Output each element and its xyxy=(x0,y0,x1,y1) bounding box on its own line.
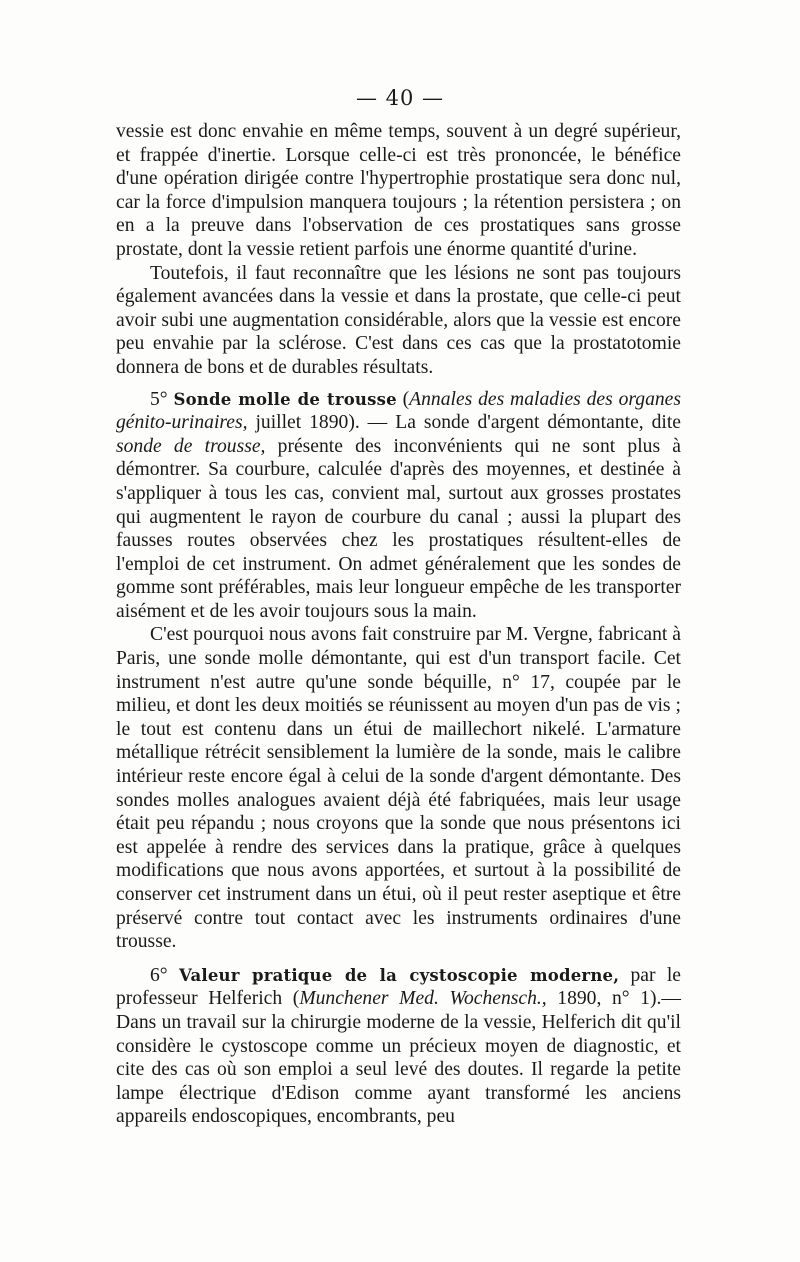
section-heading: Valeur pratique de la cystoscopie moderne, xyxy=(178,965,620,985)
paragraph-body: présente des inconvénients qui ne sont plus à démontrer. Sa courbure, calculée d'après des moyennes, et destinée à s'appliquer à tous les cas, convient mal, surtout aux grosses prostates qui augmentent le rayon de courbure du canal ; aussi la plupart des fausses routes observées chez les prostatiques résultent-elles de l'emploi de cet instrument. On admet généralement que les sondes de gomme sont préférables, mais leur longueur empêche de les transporter aisément et de les avoir toujours sous la main. xyxy=(116,435,681,622)
term-italic: sonde de trousse, xyxy=(116,435,266,457)
paragraph-body: 1890, n° 1).— Dans un travail sur la chirurgie moderne de la vessie, Helferich dit qu'il considère le cystoscope comme un précieux moyen de diagnostic, et cite des cas où son emploi a seul levé des doutes. Il regarde la petite lampe électrique d'Edison comme ayant transformé les anciens appareils endoscopiques, encombrants, peu xyxy=(116,988,681,1128)
section-heading: Sonde molle de trousse xyxy=(173,389,397,409)
paragraph-1: vessie est donc envahie en même temps, souvent à un degré supérieur, et frappée d'inertie. Lorsque celle-ci est très prononcée, le bénéfice d'une opération dirigée contre l'hypertrophie prostatique sera donc nul, car la force d'impulsion manquera toujours ; la rétention persistera ; on en a la preuve dans l'observation de ces prostatiques sans grosse prostate, dont la vessie retient parfois une énorme quantité d'urine. xyxy=(116,121,681,260)
journal-reference: Munchener Med. Wochensch., xyxy=(299,988,547,1010)
journal-reference: Annales des maladies des organes génito-urinaires, xyxy=(116,388,681,434)
ref-open: ( xyxy=(396,388,410,410)
body-text xyxy=(116,120,681,1129)
paragraph-4: C'est pourquoi nous avons fait construire par M. Vergne, fabricant à Paris, une sonde molle démontante, qui est d'un transport facile. Cet instrument n'est autre qu'une sonde béquille, n° 17, coupée par le milieu, et dont les deux moitiés se réunissent au moyen d'un pas de vis ; le tout est contenu dans un étui de maillechort nikelé. L'armature métallique rétrécit sensiblement la lumière de la sonde, mais le calibre intérieur reste encore égal à celui de la sonde d'argent démontante. Des sondes molles analogues avaient déjà été fabriquées, mais leur usage était peu répandu ; nous croyons que la sonde que nous présentons ici est appelée à rendre des services dans la pratique, grâce à quelques modifications que nous avons apportées, et surtout à la possibilité de conserver cet instrument dans un étui, où il peut rester aseptique et être préservé contre tout contact avec les instruments ordinaires d'une trousse. xyxy=(116,624,681,953)
section-number: 5° xyxy=(150,388,168,410)
ref-rest: juillet 1890). — La sonde d'argent démontante, dite xyxy=(247,412,681,434)
paragraph-pre: par le professeur Helferich ( xyxy=(116,964,681,1010)
section-number: 6° xyxy=(150,964,168,986)
paragraph-3 xyxy=(116,388,681,624)
paragraph-2: Toutefois, il faut reconnaître que les lésions ne sont pas toujours également avancées dans la vessie et dans la prostate, que celle-ci peut avoir subi une augmentation considérable, alors que la vessie est encore peu envahie par la sclérose. C'est dans ces cas que la prostatotomie donnera de bons et de durables résultats. xyxy=(116,262,681,378)
page-number: — 40 — xyxy=(355,86,445,110)
paragraph-5 xyxy=(116,964,681,1129)
